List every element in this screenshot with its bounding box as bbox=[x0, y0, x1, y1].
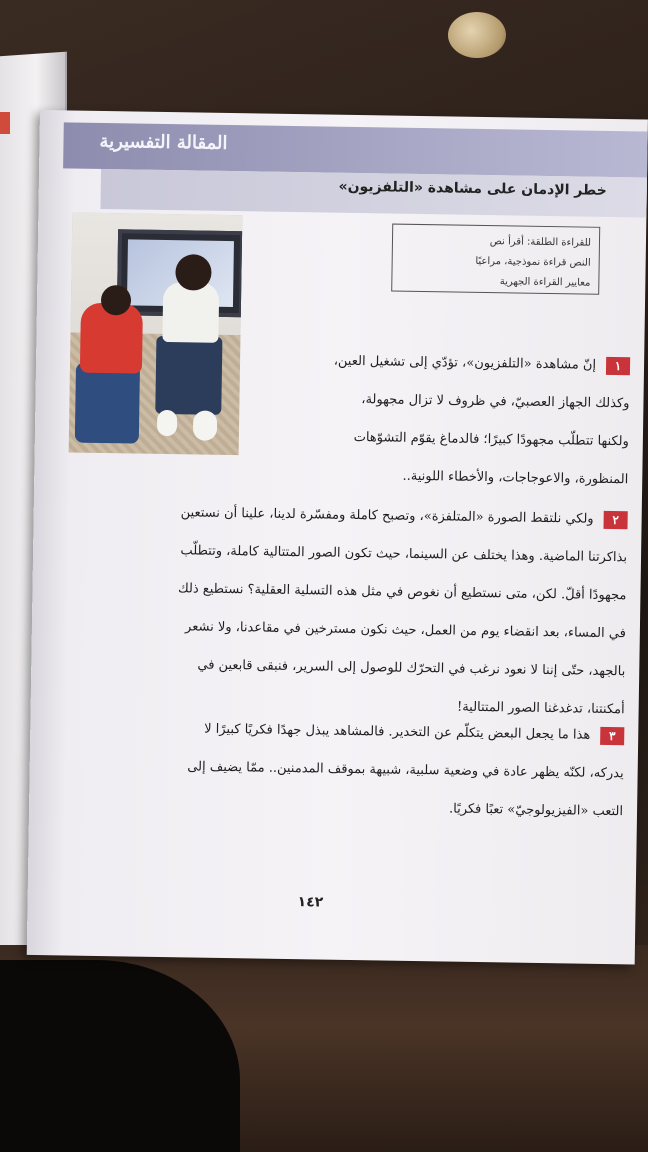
paragraph-1 bbox=[248, 341, 630, 499]
children-watching-tv-photo bbox=[69, 213, 243, 456]
paragraph-line: في المساء، بعد انقضاء يوم من العمل، حيث نكون مسترخين في مقاعدنا، ولا نشعر bbox=[184, 619, 626, 642]
paragraph-line: ولكنها تتطلّب مجهودًا كبيرًا؛ فالدماغ يقوّم التشوّهات bbox=[353, 429, 629, 450]
paragraph-line: ولكي نلتقط الصورة «المتلفزة»، وتصبح كاملة ومفسّرة لدينا، علينا أن نستعين bbox=[180, 505, 594, 527]
paragraph-line: هذا ما يجعل البعض يتكلّم عن التخدير. فالمشاهد يبذل جهدًا فكريًا كبيرًا لا bbox=[204, 721, 591, 743]
paragraph-line: أمكنتنا، تدغدغنا الصور المتتالية! bbox=[456, 699, 625, 718]
paragraph-line: إنّ مشاهدة «التلفزيون»، تؤدّي إلى تشغيل العين، bbox=[333, 353, 597, 373]
paragraph-line: التعب «الفيزيولوجيّ» تعبًا فكريًا. bbox=[448, 801, 624, 820]
reading-note-box bbox=[391, 224, 600, 295]
paragraph-line: بذاكرتنا الماضية. وهذا يختلف عن السينما، حيث تكون الصور المتتالية كاملة، وتتطلّب bbox=[180, 543, 628, 566]
book-page bbox=[27, 110, 648, 964]
note-line: النص قراءة نموذجية، مراعيًا bbox=[475, 255, 591, 269]
paragraph-number: ١ bbox=[606, 356, 630, 374]
coin bbox=[448, 12, 506, 58]
section-title: المقالة التفسيرية bbox=[99, 130, 228, 154]
page-number: ١٤٢ bbox=[297, 894, 324, 911]
paragraph-line: مجهودًا أقلّ. لكن، متى نستطيع أن نغوص في مثل هذه التسلية العقلية؟ نستطيع ذلك bbox=[177, 581, 627, 604]
paragraph-number: ٢ bbox=[603, 510, 627, 528]
note-line: للقراءة الطلقة: أقرأ نص bbox=[489, 236, 592, 249]
paragraph-line: المنظورة، والاعوجاجات، والأخطاء اللونية.. bbox=[402, 468, 629, 488]
article-subtitle: خطر الإدمان على مشاهدة «التلفزيون» bbox=[338, 178, 607, 199]
paragraph-line: بالجهد، حتّى إننا لا نعود نرغب في التحرّك للوصول إلى السرير، فنبقى قابعين في bbox=[197, 657, 626, 680]
left-page-tab bbox=[0, 112, 10, 134]
paragraph-line: وكذلك الجهاز العصبيّ، في ظروف لا تزال مجهولة، bbox=[361, 392, 630, 412]
paragraph-number: ٣ bbox=[600, 726, 624, 744]
paragraph-2 bbox=[52, 492, 628, 729]
paragraph-3 bbox=[51, 708, 625, 831]
paragraph-line: يدركه، لكنّه يظهر عادة في وضعية سلبية، شبيهة بموقف المدمنين.. ممّا يضيف إلى bbox=[187, 759, 624, 782]
note-line: معايير القراءة الجهرية bbox=[499, 276, 591, 289]
